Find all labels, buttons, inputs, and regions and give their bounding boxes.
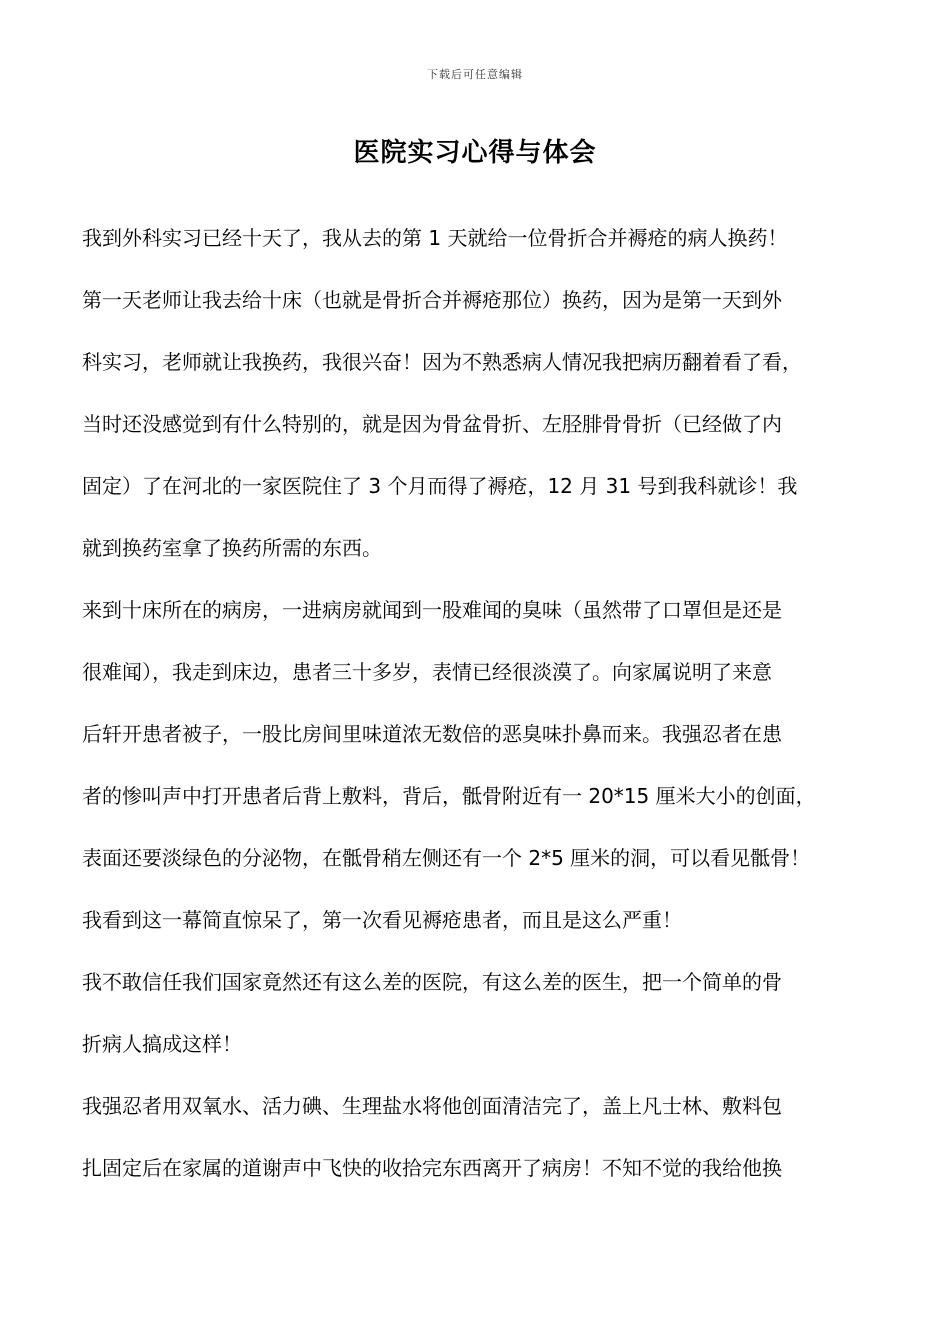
- body-line: 就到换药室拿了换药所需的东西。: [82, 536, 382, 560]
- header-note: 下载后可任意编辑: [427, 68, 523, 81]
- body-line: 者的惨叫声中打开患者后背上敷料，背后，骶骨附近有一 20*15 厘米大小的创面，: [82, 784, 816, 808]
- body-line: 我强忍者用双氧水、活力碘、生理盐水将他创面清洁完了，盖上凡士林、敷料包: [82, 1094, 782, 1118]
- body-line: 我看到这一幕简直惊呆了，第一次看见褥疮患者，而且是这么严重！: [82, 908, 682, 932]
- body-line: 表面还要淡绿色的分泌物，在骶骨稍左侧还有一个 2*5 厘米的洞，可以看见骶骨！: [82, 846, 811, 870]
- body-line: 科实习，老师就让我换药，我很兴奋！因为不熟悉病人情况我把病历翻着看了看，: [82, 350, 802, 374]
- body-line: 扎固定后在家属的道谢声中飞快的收拾完东西离开了病房！不知不觉的我给他换: [82, 1156, 782, 1180]
- body-line: 我到外科实习已经十天了，我从去的第 1 天就给一位骨折合并褥疮的病人换药！: [82, 226, 788, 250]
- document-title: 医院实习心得与体会: [353, 138, 597, 168]
- body-line: 来到十床所在的病房，一进病房就闻到一股难闻的臭味（虽然带了口罩但是还是: [82, 598, 782, 622]
- body-line: 折病人搞成这样！: [82, 1032, 242, 1056]
- body-line: 我不敢信任我们国家竟然还有这么差的医院，有这么差的医生，把一个简单的骨: [82, 970, 782, 994]
- body-line: 当时还没感觉到有什么特别的，就是因为骨盆骨折、左胫腓骨骨折（已经做了内: [82, 412, 782, 436]
- body-line: 很难闻），我走到床边，患者三十多岁，表情已经很淡漠了。向家属说明了来意: [82, 660, 772, 684]
- document-body: [82, 220, 882, 1212]
- body-line: 固定）了在河北的一家医院住了 3 个月而得了褥疮，12 月 31 号到我科就诊！我: [82, 474, 798, 498]
- body-line: 后轩开患者被子，一股比房间里味道浓无数倍的恶臭味扑鼻而来。我强忍者在患: [82, 722, 782, 746]
- body-line: 第一天老师让我去给十床（也就是骨折合并褥疮那位）换药，因为是第一天到外: [82, 288, 782, 312]
